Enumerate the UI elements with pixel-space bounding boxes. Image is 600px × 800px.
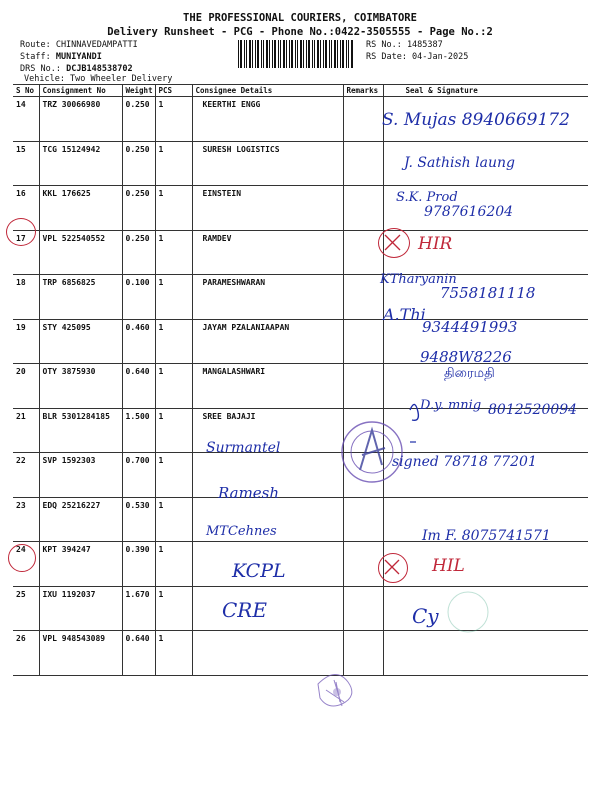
- col-consignee: Consignee Details: [192, 85, 343, 97]
- cell-seal-signature: [383, 586, 588, 631]
- cell-consignment: KKL 176625: [39, 186, 122, 231]
- sign-row-16-name: S.K. Prod: [396, 190, 458, 205]
- cell-seal-signature: [383, 408, 588, 453]
- table-row: [13, 319, 588, 364]
- col-sno: S No: [13, 85, 39, 97]
- cell-weight: 0.100: [122, 275, 155, 320]
- cell-sno: 22: [13, 453, 39, 498]
- cell-weight: 0.640: [122, 364, 155, 409]
- table-header-row: [13, 85, 588, 97]
- cell-consignment: VPL 522540552: [39, 230, 122, 275]
- runsheet-subtitle: Delivery Runsheet - PCG - Phone No.:0422-3505555 - Page No.:2: [107, 26, 493, 38]
- col-weight: Weight: [122, 85, 155, 97]
- table-row: [13, 586, 588, 631]
- staff-name: MUNIYANDI: [55, 52, 102, 62]
- cell-seal-signature: [383, 186, 588, 231]
- cell-weight: 1.500: [122, 408, 155, 453]
- runsheet-table: [13, 84, 588, 676]
- cell-remarks: [343, 453, 383, 498]
- cell-pcs: 1: [155, 453, 192, 498]
- cell-consignee: PARAMESHWARAN: [192, 275, 343, 320]
- cell-weight: 0.700: [122, 453, 155, 498]
- consignee-row-23: Ramesh: [218, 484, 280, 502]
- cell-consignment: STY 425095: [39, 319, 122, 364]
- consignee-row-22: Surmantel: [206, 440, 281, 456]
- cell-weight: 0.530: [122, 497, 155, 542]
- cell-consignee: EINSTEIN: [192, 186, 343, 231]
- sign-row-24: Im F. 8075741571: [422, 528, 551, 544]
- cell-pcs: 1: [155, 97, 192, 142]
- table-row: [13, 230, 588, 275]
- sign-row-18-name: KTharyanin: [380, 272, 457, 287]
- cell-remarks: [343, 275, 383, 320]
- cell-remarks: [343, 141, 383, 186]
- cell-consignee: [192, 631, 343, 676]
- drs-line: [20, 64, 133, 74]
- cell-seal-signature: [383, 97, 588, 142]
- cell-consignment: TRP 6856825: [39, 275, 122, 320]
- cell-remarks: [343, 542, 383, 587]
- cell-consignee: [192, 497, 343, 542]
- col-consignment: Consignment No: [39, 85, 122, 97]
- sign-row-16-phone: 9787616204: [424, 204, 514, 220]
- sign-row-26: Cy: [412, 604, 439, 628]
- cell-seal-signature: [383, 141, 588, 186]
- cell-sno: 26: [13, 631, 39, 676]
- vehicle-label: Vehicle: Two Wheeler Delivery: [24, 74, 173, 84]
- cell-pcs: 1: [155, 319, 192, 364]
- table-row: [13, 186, 588, 231]
- sign-row-20-phone: 9488W8226: [420, 348, 512, 366]
- cell-pcs: 1: [155, 230, 192, 275]
- cell-consignment: OTY 3875930: [39, 364, 122, 409]
- cell-weight: 0.640: [122, 631, 155, 676]
- cell-weight: 0.460: [122, 319, 155, 364]
- cell-consignee: MANGALASHWARI: [192, 364, 343, 409]
- barcode-image: [238, 40, 356, 68]
- cell-consignment: IXU 1192037: [39, 586, 122, 631]
- table-row: [13, 631, 588, 676]
- sign-row-14: S. Mujas 8940669172: [382, 110, 570, 130]
- cell-weight: 0.250: [122, 230, 155, 275]
- cell-consignee: [192, 453, 343, 498]
- cell-sno: 19: [13, 319, 39, 364]
- cell-consignee: [192, 542, 343, 587]
- cell-seal-signature: [383, 497, 588, 542]
- cell-remarks: [343, 230, 383, 275]
- table-row: [13, 364, 588, 409]
- drs-number: DCJB148538702: [66, 64, 133, 74]
- cell-consignment: BLR 5301284185: [39, 408, 122, 453]
- cell-consignee: JAYAM PZALANIAAPAN: [192, 319, 343, 364]
- staff-label: Staff:: [20, 52, 51, 62]
- sign-row-15: J. Sathish laung: [404, 155, 515, 171]
- cell-sno: 23: [13, 497, 39, 542]
- cell-consignment: SVP 1592303: [39, 453, 122, 498]
- col-remarks: Remarks: [343, 85, 383, 97]
- consignee-row-24: MTCehnes: [206, 524, 277, 539]
- cell-pcs: 1: [155, 408, 192, 453]
- rs-date: RS Date: 04-Jan-2025: [366, 52, 469, 62]
- sign-row-19-phone: 9344491993: [422, 318, 518, 336]
- remark-row-25: HIL: [432, 556, 465, 576]
- cell-pcs: 1: [155, 186, 192, 231]
- cell-weight: 0.250: [122, 141, 155, 186]
- sign-row-20-name: திரைமதி: [444, 366, 495, 381]
- cell-remarks: [343, 408, 383, 453]
- cell-sno: 21: [13, 408, 39, 453]
- table-row: [13, 141, 588, 186]
- cell-pcs: 1: [155, 141, 192, 186]
- table-row: [13, 275, 588, 320]
- cell-consignee: SURESH LOGISTICS: [192, 141, 343, 186]
- cell-sno: 20: [13, 364, 39, 409]
- cell-seal-signature: [383, 453, 588, 498]
- table-row: [13, 453, 588, 498]
- cell-remarks: [343, 631, 383, 676]
- cell-seal-signature: [383, 364, 588, 409]
- cell-seal-signature: [383, 319, 588, 364]
- cell-consignee: KEERTHI ENGG: [192, 97, 343, 142]
- cell-sno: 16: [13, 186, 39, 231]
- cell-sno: 24: [13, 542, 39, 587]
- cell-weight: 0.250: [122, 186, 155, 231]
- sign-row-19-name: A.Thi: [383, 305, 426, 324]
- cell-sno: 15: [13, 141, 39, 186]
- cell-weight: 1.670: [122, 586, 155, 631]
- cell-seal-signature: [383, 230, 588, 275]
- cell-consignment: VPL 948543089: [39, 631, 122, 676]
- cell-pcs: 1: [155, 542, 192, 587]
- drs-label: DRS No.:: [20, 64, 61, 74]
- remark-row-17: HIR: [418, 234, 453, 254]
- cell-sno: 18: [13, 275, 39, 320]
- cell-pcs: 1: [155, 497, 192, 542]
- table-row: [13, 542, 588, 587]
- sign-row-18-phone: 7558181118: [440, 284, 536, 302]
- cell-weight: 0.390: [122, 542, 155, 587]
- company-title: THE PROFESSIONAL COURIERS, COIMBATORE: [183, 12, 417, 24]
- col-pcs: PCS: [155, 85, 192, 97]
- sign-row-23: signed 78718 77201: [392, 454, 537, 470]
- cell-remarks: [343, 586, 383, 631]
- cell-consignee: [192, 586, 343, 631]
- sign-row-21-name: D.y. mnig: [420, 398, 482, 413]
- cell-pcs: 1: [155, 364, 192, 409]
- cell-seal-signature: [383, 631, 588, 676]
- cell-consignment: EDQ 25216227: [39, 497, 122, 542]
- consignee-row-26: CRE: [222, 598, 267, 622]
- table-row: [13, 497, 588, 542]
- cell-remarks: [343, 364, 383, 409]
- sign-row-21-phone: 8012520094: [488, 402, 578, 418]
- cell-consignee: RAMDEV: [192, 230, 343, 275]
- cell-sno: 14: [13, 97, 39, 142]
- route-label: Route: CHINNAVEDAMPATTI: [20, 40, 138, 50]
- cell-remarks: [343, 186, 383, 231]
- cell-pcs: 1: [155, 275, 192, 320]
- cell-weight: 0.250: [122, 97, 155, 142]
- cell-remarks: [343, 319, 383, 364]
- cell-sno: 17: [13, 230, 39, 275]
- cell-pcs: 1: [155, 631, 192, 676]
- col-seal-signature: Seal & Signature: [383, 85, 588, 97]
- cell-consignment: TRZ 30066980: [39, 97, 122, 142]
- cell-pcs: 1: [155, 586, 192, 631]
- consignee-row-25: KCPL: [232, 560, 286, 582]
- cell-consignee: SREE BAJAJI: [192, 408, 343, 453]
- table-row: [13, 408, 588, 453]
- cell-consignment: TCG 15124942: [39, 141, 122, 186]
- table-row: [13, 97, 588, 142]
- cell-remarks: [343, 97, 383, 142]
- rs-number: RS No.: 1485387: [366, 40, 443, 50]
- cell-seal-signature: [383, 542, 588, 587]
- cell-seal-signature: [383, 275, 588, 320]
- staff-line: [20, 52, 102, 62]
- cell-remarks: [343, 497, 383, 542]
- cell-sno: 25: [13, 586, 39, 631]
- cell-consignment: KPT 394247: [39, 542, 122, 587]
